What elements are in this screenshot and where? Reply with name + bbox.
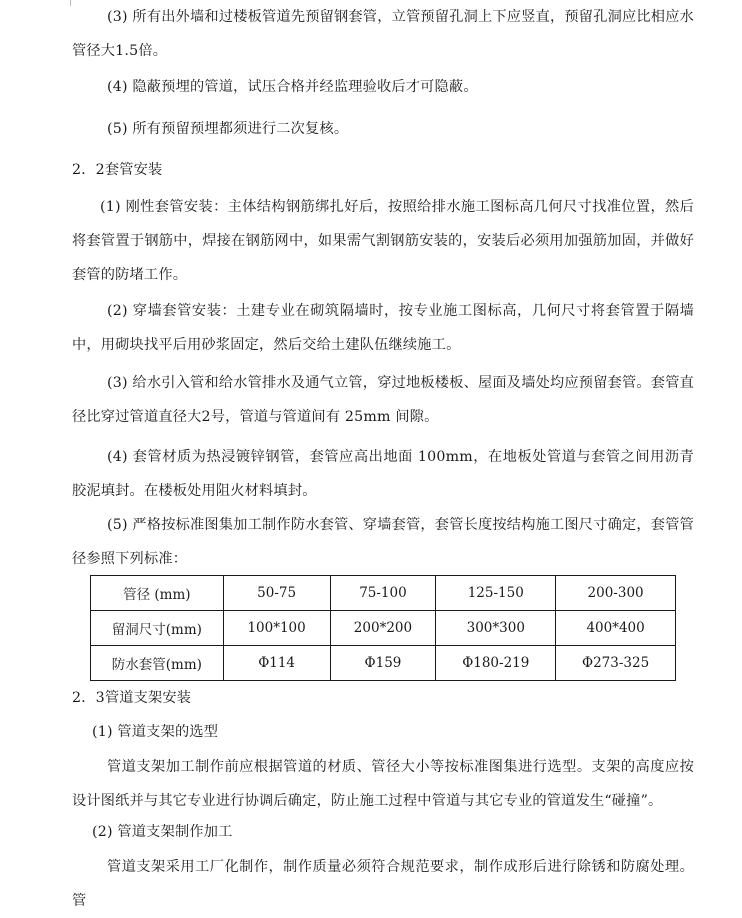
table-cell: Φ273-325: [556, 646, 676, 681]
paragraph-rigid-sleeve: (1) 刚性套管安装：主体结构钢筋绑扎好后，按照给排水施工图标高几何尺寸找准位置，然后将套管置于钢筋中，焊接在钢筋网中，如果需气割钢筋安装的，安装后必须用加强筋加固，并做好套管的防堵工作。: [72, 199, 694, 283]
table-cell: Φ159: [330, 646, 436, 681]
table-cell: 200*200: [330, 611, 436, 646]
table-cell: 50-75: [223, 576, 330, 611]
section-heading-2-2: 2．2套管安装: [72, 162, 163, 178]
table-cell: 75-100: [330, 576, 436, 611]
paragraph-support-fabrication: 管道支架采用工厂化制作，制作质量必须符合规范要求，制作成形后进行除锈和防腐处理。管: [72, 859, 694, 909]
table-cell: 管径 (mm): [91, 576, 224, 611]
sleeve-size-table: [90, 575, 676, 681]
table-cell: 200-300: [556, 576, 676, 611]
paragraph-3-prefab-sleeves: (3) 所有出外墙和过楼板管道先预留钢套管，立管预留孔洞上下应竖直，预留孔洞应比相应水管径大1.5倍。: [72, 9, 694, 59]
table-cell: 防水套管(mm): [91, 646, 224, 681]
table-cell: 300*300: [436, 611, 556, 646]
paragraph-5-recheck: (5) 所有预留预埋都须进行二次复核。: [107, 121, 349, 137]
table-cell: 400*400: [556, 611, 676, 646]
table-row: [91, 576, 676, 611]
paragraph-sleeve-material: (4) 套管材质为热浸镀锌钢管，套管应高出地面 100mm，在地板处管道与套管之间用沥青胶泥填封。在楼板处用阻火材料填封。: [72, 449, 694, 499]
table-cell: Φ114: [223, 646, 330, 681]
page-corner-mark: [58, 0, 71, 6]
paragraph-riser-sleeve: (3) 给水引入管和给水管排水及通气立管，穿过地板楼板、屋面及墙处均应预留套管。套管直径比穿过管道直径大2号，管道与管道间有 25mm 间隙。: [72, 375, 694, 425]
subheading-support-selection: (1) 管道支架的选型: [92, 724, 219, 740]
table-cell: 留洞尺寸(mm): [91, 611, 224, 646]
table-cell: 100*100: [223, 611, 330, 646]
paragraph-sleeve-standard: (5) 严格按标准图集加工制作防水套管、穿墙套管，套管长度按结构施工图尺寸确定，套管管径参照下列标准：: [72, 517, 694, 567]
section-heading-2-3: 2．3管道支架安装: [72, 690, 192, 706]
table-row: [91, 646, 676, 681]
table-cell: Φ180-219: [436, 646, 556, 681]
paragraph-wall-sleeve: (2) 穿墙套管安装：土建专业在砌筑隔墙时，按专业施工图标高，几何尺寸将套管置于隔墙中，用砌块找平后用砂浆固定，然后交给土建队伍继续施工。: [72, 303, 694, 353]
table-cell: 125-150: [436, 576, 556, 611]
paragraph-4-concealed-pipes: (4) 隐蔽预埋的管道，试压合格并经监理验收后才可隐蔽。: [107, 79, 478, 95]
paragraph-support-selection: 管道支架加工制作前应根据管道的材质、管径大小等按标准图集进行选型。支架的高度应按设计图纸并与其它专业进行协调后确定，防止施工过程中管道与其它专业的管道发生“碰撞”。: [72, 759, 694, 809]
table-row: [91, 611, 676, 646]
subheading-support-fabrication: (2) 管道支架制作加工: [92, 824, 233, 840]
